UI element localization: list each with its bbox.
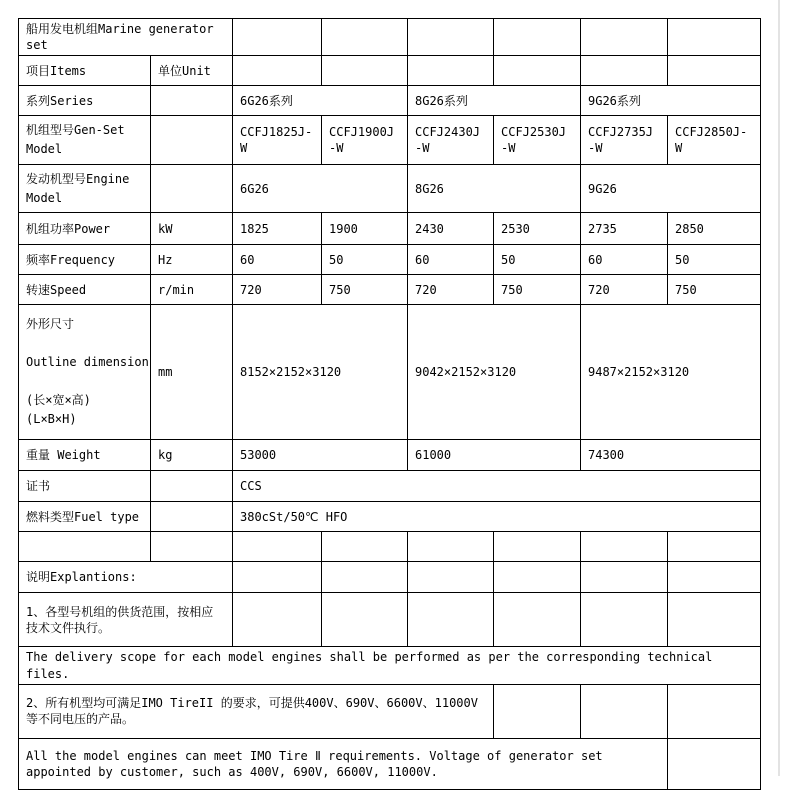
frequency-value-cell: 60 [233,245,322,275]
speed-value-cell: 750 [322,275,408,305]
empty-cell [151,471,233,502]
empty-cell [581,56,668,86]
outline-dimension-value-cell: 9487×2152×3120 [581,305,761,440]
power-value-cell: 2735 [581,213,668,245]
empty-cell [322,56,408,86]
row-series [19,86,761,116]
empty-cell [408,56,494,86]
cell-line: (L×B×H) [26,412,77,427]
empty-cell [668,19,761,56]
explanations-header-cell: 说明Explantions: [19,562,233,593]
row-note-1-en [19,647,761,684]
empty-cell [581,19,668,56]
cell-line: 机组型号Gen-Set [26,123,125,138]
frequency-value-cell: 50 [494,245,581,275]
row-frequency [19,245,761,275]
cell-line: Model [26,142,63,157]
note-1-en-cell: The delivery scope for each model engines shall be performed as per the corresponding technical files. [19,647,761,684]
frequency-value-cell: 60 [581,245,668,275]
engine-model-value-cell: 8G26 [408,165,581,213]
product-title-cell: 船用发电机组Marine generator set [19,19,233,56]
speed-value-cell: 720 [233,275,322,305]
row-note-1-cn [19,593,761,647]
series-label-cell: 系列Series [19,86,151,116]
empty-cell [581,593,668,647]
empty-cell [581,562,668,593]
speed-label-cell: 转速Speed [19,275,151,305]
power-value-cell: 1825 [233,213,322,245]
empty-cell [19,532,151,562]
cell-line: 发动机型号Engine [26,171,130,186]
empty-cell [494,532,581,562]
row-outline-dimension [19,305,761,440]
engine-model-value-cell: 6G26 [233,165,408,213]
empty-cell [322,593,408,647]
cell-line: (长×宽×高) [26,393,91,408]
spec-table [18,18,761,790]
speed-value-cell: 750 [494,275,581,305]
empty-cell [233,56,322,86]
certificate-value-cell: CCS [233,471,761,502]
empty-cell [322,562,408,593]
cell-line: Model [26,190,63,205]
genset-model-value-cell: CCFJ2430J-W [408,116,494,165]
row-explanations-header [19,562,761,593]
empty-cell [151,86,233,116]
row-engine-model [19,165,761,213]
weight-value-cell: 74300 [581,440,761,471]
outline-dimension-value-cell: 9042×2152×3120 [408,305,581,440]
weight-unit-cell: kg [151,440,233,471]
empty-cell [494,562,581,593]
outline-dimension-value-cell: 8152×2152×3120 [233,305,408,440]
note-2-cn-cell: 2、所有机型均可满足IMO TireII 的要求，可提供400V、690V、6600V、11000V等不同电压的产品。 [19,684,494,738]
speed-unit-cell: r/min [151,275,233,305]
items-header-cell: 项目Items [19,56,151,86]
genset-model-value-cell: CCFJ2735J-W [581,116,668,165]
row-items-unit-header [19,56,761,86]
row-weight [19,440,761,471]
empty-cell [151,165,233,213]
empty-cell [408,562,494,593]
genset-model-value-cell: CCFJ1825J-W [233,116,322,165]
empty-cell [151,532,233,562]
speed-value-cell: 750 [668,275,761,305]
row-empty [19,532,761,562]
speed-value-cell: 720 [408,275,494,305]
empty-cell [494,593,581,647]
power-value-cell: 2530 [494,213,581,245]
empty-cell [151,502,233,532]
empty-cell [408,19,494,56]
outline-dimension-label-cell [19,305,151,440]
frequency-unit-cell: Hz [151,245,233,275]
row-speed [19,275,761,305]
cell-line: Outline dimension [26,355,149,370]
cell-line [26,372,143,391]
cell-line [26,334,143,353]
genset-model-value-cell: CCFJ2530J-W [494,116,581,165]
empty-cell [581,684,668,738]
note-2-en-cell: All the model engines can meet IMO Tire Ⅱ requirements. Voltage of generator set appointed by customer, such as 400V, 690V, 6600V, 11000V. [19,738,668,789]
genset-model-value-cell: CCFJ1900J-W [322,116,408,165]
row-product-title [19,19,761,56]
empty-cell [581,532,668,562]
genset-model-label-cell [19,116,151,165]
row-power [19,213,761,245]
empty-cell [233,562,322,593]
page-edge-line [778,0,780,776]
empty-cell [233,532,322,562]
frequency-value-cell: 60 [408,245,494,275]
empty-cell [408,593,494,647]
series-value-cell: 8G26系列 [408,86,581,116]
empty-cell [408,532,494,562]
certificate-label-cell: 证书 [19,471,151,502]
empty-cell [233,19,322,56]
empty-cell [668,56,761,86]
outline-dimension-unit-cell: mm [151,305,233,440]
empty-cell [668,738,761,789]
power-value-cell: 2430 [408,213,494,245]
engine-model-value-cell: 9G26 [581,165,761,213]
engine-model-label-cell [19,165,151,213]
row-note-2-en [19,738,761,789]
cell-line: 外形尺寸 [26,317,75,332]
series-value-cell: 6G26系列 [233,86,408,116]
weight-value-cell: 53000 [233,440,408,471]
genset-model-value-cell: CCFJ2850J-W [668,116,761,165]
note-1-cn-cell: 1、各型号机组的供货范围，按相应技术文件执行。 [19,593,233,647]
weight-value-cell: 61000 [408,440,581,471]
row-fuel-type [19,502,761,532]
empty-cell [668,532,761,562]
power-value-cell: 1900 [322,213,408,245]
series-value-cell: 9G26系列 [581,86,761,116]
frequency-label-cell: 频率Frequency [19,245,151,275]
empty-cell [668,593,761,647]
empty-cell [494,19,581,56]
speed-value-cell: 720 [581,275,668,305]
unit-header-cell: 单位Unit [151,56,233,86]
empty-cell [668,684,761,738]
frequency-value-cell: 50 [322,245,408,275]
row-certificate [19,471,761,502]
power-label-cell: 机组功率Power [19,213,151,245]
empty-cell [322,19,408,56]
row-genset-model [19,116,761,165]
empty-cell [322,532,408,562]
power-unit-cell: kW [151,213,233,245]
spec-table-body [19,19,761,790]
empty-cell [668,562,761,593]
fuel-type-value-cell: 380cSt/50℃ HFO [233,502,761,532]
empty-cell [151,116,233,165]
empty-cell [233,593,322,647]
power-value-cell: 2850 [668,213,761,245]
frequency-value-cell: 50 [668,245,761,275]
fuel-type-label-cell: 燃料类型Fuel type [19,502,151,532]
row-note-2-cn [19,684,761,738]
weight-label-cell: 重量 Weight [19,440,151,471]
empty-cell [494,684,581,738]
empty-cell [494,56,581,86]
